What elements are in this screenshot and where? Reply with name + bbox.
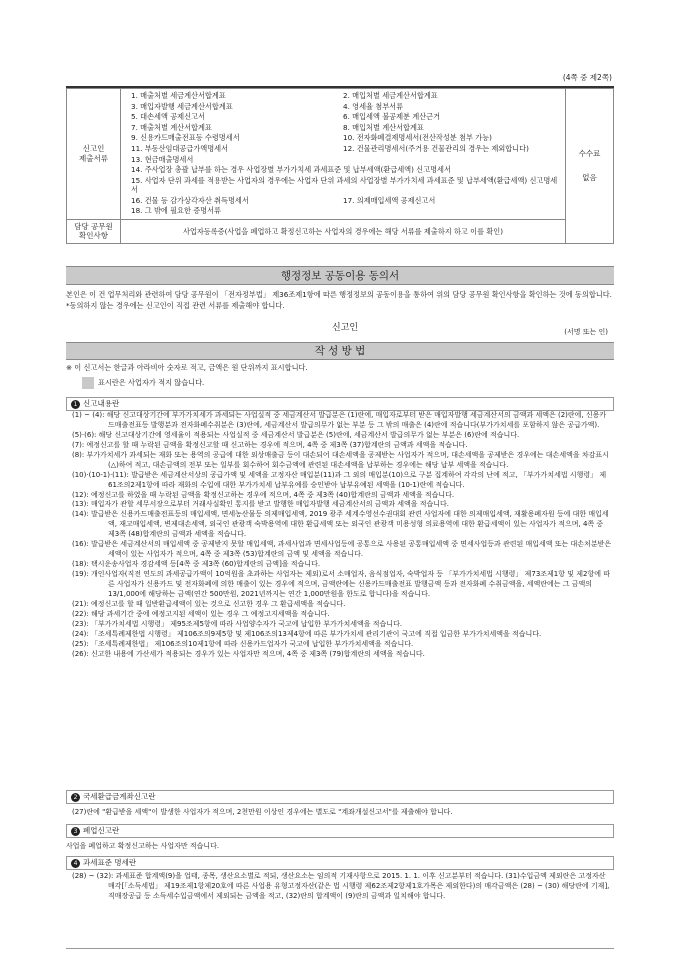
instruction-item: (23): 「부가가치세법 시행령」 제95조제5항에 따라 사업양수자가 국고에 납입한 부가가치세액을 적습니다. (72, 619, 403, 628)
consent-text: 본인은 이 건 업무처리와 관련하여 담당 공무원이 「전자정부법」 제36조제1항에 따른 행정정보의 공동이용을 통하여 위의 담당 공무원 확인사항을 확인하는 것에 동의합니다. *동의하지 않는 경우에는 신고인이 직접 관련 서류를 제출해야 합니다. (66, 290, 612, 311)
doc-row: 11. 부동산임대공급가액명세서 12. 건물관리명세서(주거용 건물관리의 경우는 제외합니다) (131, 143, 529, 153)
sign-note: (서명 또는 인) (564, 328, 608, 336)
instruction-item: (8): 부가가치세가 과세되는 재화 또는 용역의 공급에 대한 외상매출금 등이 대손되어 대손세액을 공제받는 사업자가 적으며, 대손세액을 공제받은 경우에는 대손세액을 차감표시(△)하여 적고, 대손금액의 전부 또는 일부를 회수하여 회수금액에 관련된 대손세액을 납부하는 경우에는 해당 납부 세액을 적습니다. (72, 450, 609, 469)
doc-row: 5. 대손세액 공제신고서 6. 매입세액 불공제분 계산근거 (131, 112, 441, 122)
section-refund-account: 2 국세환급금계좌신고란 (66, 790, 614, 804)
fee-label: 수수료 (578, 148, 601, 158)
shaded-sample-box (82, 377, 94, 389)
admin-check-text: 사업자등록증(사업을 폐업하고 확정신고하는 사업자의 경우에는 해당 서류를 제출하지 하고 이를 확인) (121, 219, 566, 243)
bottom-rule (66, 948, 614, 949)
section-closure: 3 폐업신고란 (66, 824, 614, 838)
page-indicator: (4쪽 중 제2쪽) (562, 73, 612, 82)
submission-docs-list (121, 89, 566, 220)
doc-row-16: 16. 건물 등 감가상각자산 취득명세서 17. 의제매입세액 공제신고서 (131, 195, 436, 205)
consent-title: 행정정보 공동이용 동의서 (66, 266, 614, 285)
number-4-icon: 4 (71, 859, 80, 868)
number-1-icon: 1 (71, 400, 80, 409)
note-shaded: 표시란은 사업자가 적지 않습니다. (66, 377, 614, 389)
instruction-item: (25): 「조세특례제한법」 제106조의10제1항에 따라 신용카드업자가 국고에 납입한 부가가치세액을 적습니다. (72, 639, 414, 648)
section-report-content: 1 신고내용란 (66, 397, 614, 411)
signer-label: 신고인 (332, 323, 359, 333)
instruction-item: (16): 발급받은 세금계산서의 매입세액 중 공제받지 못할 매입세액, 과세사업과 면세사업등에 공통으로 사용된 공통매입세액 중 면세사업등과 관련된 매입세액 또는 대손처분받은 세액이 있는 사업자가 적으며, 4쪽 중 제3쪽 (53)합계란의 금액 및 세액을 적습니다. (72, 540, 612, 559)
submission-docs-label: 신고인 제출서류 (67, 89, 121, 220)
number-2-icon: 2 (71, 793, 80, 802)
instruction-item: (12): 예정신고를 하였을 때 누락된 금액을 확정신고하는 경우에 적으며, 4쪽 중 제3쪽 (40)합계란의 금액과 세액을 적습니다. (72, 490, 455, 499)
doc-row: 13. 현금매출명세서 (131, 154, 194, 164)
report-content-items (72, 411, 612, 659)
instruction-item: (22): 해당 과세기간 중에 예정고지된 세액이 있는 경우 그 예정고지세액을 적습니다. (72, 609, 330, 618)
instruction-item: (7): 예정신고를 할 때 누락된 금액을 확정신고할 때 신고하는 경우에 적으며, 4쪽 중 제3쪽 (37)합계란의 금액과 세액을 적습니다. (72, 440, 468, 449)
instruction-item: (19): 개인사업자(직전 연도의 과세공급가액이 10억원을 초과하는 사업자는 제외)로서 소매업자, 음식점업자, 숙박업자 등 「부가가치세법 시행령」 제73조제1항 및 제2항에 따른 사업자가 신용카드 및 전자화폐에 의한 매출이 있는 경우에 적으며, 금액란에는 신용카드매출전표 발행금액 등과 전자화폐 수취금액을, 세액란에는 그 금액의 13/1,000에 해당하는 금액(연간 500만원, 2021년까지는 연간 1,000만원을 한도로 합니다)을 적습니다. (72, 570, 610, 598)
closure-text: 사업을 폐업하고 확정신고하는 사업자만 적습니다. (66, 842, 220, 850)
instruction-item: (24): 「조세특례제한법 시행령」 제106조의9제5항 및 제106조의13제4항에 따른 부가가치세 관리기관이 국고에 직접 입금한 부가가치세액을 적습니다. (72, 629, 542, 638)
admin-check-label: 담당 공무원 확인사항 (67, 219, 121, 243)
number-3-icon: 3 (71, 827, 80, 836)
doc-row: 1. 매출처별 세금계산서합계표 2. 매입처별 세금계산서합계표 (131, 91, 438, 100)
instruction-item: (1) ~ (4): 해당 신고대상기간에 부가가치세가 과세되는 사업실적 중 세금계산서 발급분은 (1)란에, 매입자로부터 받은 매입자발행 세금계산서의 금액과 세액은 (2)란에, 신용카드매출전표등 발행분과 전자화폐수취분은 (3)란에, 세금계산서 발급의무가 없는 부분 등 그 밖의 매출은 (4)란에 적습니다(부가가치세를 포함하지 않은 공급가액). (72, 411, 607, 429)
doc-row: 3. 매입자발행 세금계산서합계표 4. 영세율 첨부서류 (131, 101, 404, 111)
section-tax-base: 4 과세표준 명세란 (66, 856, 614, 870)
fee-cell (566, 89, 614, 244)
instruction-item: (26): 신고한 내용에 가산세가 적용되는 경우가 있는 사업자만 적으며, 4쪽 중 제3쪽 (79)합계란의 세액을 적습니다. (72, 649, 425, 658)
note-korean-numerals: ※ 이 신고서는 한글과 아라비아 숫자로 적고, 금액은 원 단위까지 표시합니다. (66, 363, 308, 372)
instruction-item: (18): 택시운송사업자 경감세액 등[4쪽 중 제3쪽 (60)합계란의 금액]을 적습니다. (72, 560, 321, 569)
doc-row-15: 15. 사업자 단위 과세를 적용받는 사업자의 경우에는 사업자 단위 과세의 사업장별 부가가치세 과세표준 및 납부세액(환급세액) 신고명세서 (131, 175, 558, 195)
instruction-item: (5)·(6): 해당 신고대상기간에 영세율이 적용되는 사업실적 중 세금계산서 발급분은 (5)란에, 세금계산서 발급의무가 없는 부분은 (6)란에 적습니다. (72, 430, 520, 439)
fee-value: 없음 (582, 172, 597, 182)
doc-row: 9. 신용카드매출전표등 수령명세서 10. 전자화폐결제명세서(전산작성분 첨부 가능) (131, 133, 492, 143)
instruction-item: (13): 매입자가 관할 세무서장으로부터 거래사실확인 통지를 받고 발행한 매입자발행 세금계산서의 금액과 세액을 적습니다. (72, 500, 449, 509)
doc-row: 7. 매출처별 계산서합계표 8. 매입처별 계산서합계표 (131, 122, 424, 132)
instruction-item: (10)·(10-1)·(11): 발급받은 세금계산서상의 공급가액 및 세액을 고정자산 매입분(11)과 그 외의 매입분(10)으로 구분 집계하여 각각의 난에 적고, 「부가가치세법 시행령」 제61조의2제1항에 따라 재화의 수입에 대한 부가가치세 납부유예를 승인받아 납부유예된 세액을 (10-1)란에 적습니다. (72, 470, 607, 489)
doc-row-14: 14. 주사업장 총괄 납부를 하는 경우 사업장별 부가가치세 과세표준 및 납부세액(환급세액) 신고명세서 (131, 165, 451, 175)
documents-table (66, 88, 614, 244)
instruction-item: (14): 발급받은 신용카드매출전표등의 매입세액, 면세농산물등 의제매입세액, 2019 광주 세계수영선수권대회 관련 사업자에 대한 의제매입세액, 재활용폐자원 등에 대한 매입세액, 재고매입세액, 변제대손세액, 외국인 관광객 숙박용역에 대한 환급세액 또는 외국인 관광객 미용성형 의료용역에 대한 환급세액이 있는 사업자가 적으며, 4쪽 중 제3쪽 (48)합계란의 금액과 세액을 적습니다. (72, 510, 609, 539)
doc-row-18: 18. 그 밖에 필요한 증명서류 (131, 206, 222, 216)
tax-base-text: (28) ~ (32): 과세표준 합계액(9)을 업태, 종목, 생산요소별로 적되, 생산요소는 임의적 기재사항으로 2015. 1. 1. 이후 신고분부터 적습니다. (31)수입금액 제외란은 고정자산매각[「소득세법」 제19조제1항제20호에 따른 사업용 유형고정자산(같은 법 시행령 제62조제2항제1호가목은 제외한다)의 매각금액은 (28) ~ (30) 해당란에 기재], 직매장공급 등 소득세수입금액에서 제외되는 금액을 적고, (32)란의 합계액이 (9)란의 금액과 일치해야 합니다. (72, 872, 610, 900)
instruction-item: (21): 예정신고를 할 때 일반환급세액이 있는 것으로 신고한 경우 그 환급세액을 적습니다. (72, 599, 346, 608)
refund-account-text: (27)란에 "환급받을 세액"이 발생한 사업자가 적으며, 2천만원 이상인 경우에는 별도로 "계좌개설신고서"를 제출해야 합니다. (72, 808, 453, 816)
instructions-title: 작 성 방 법 (66, 342, 614, 360)
